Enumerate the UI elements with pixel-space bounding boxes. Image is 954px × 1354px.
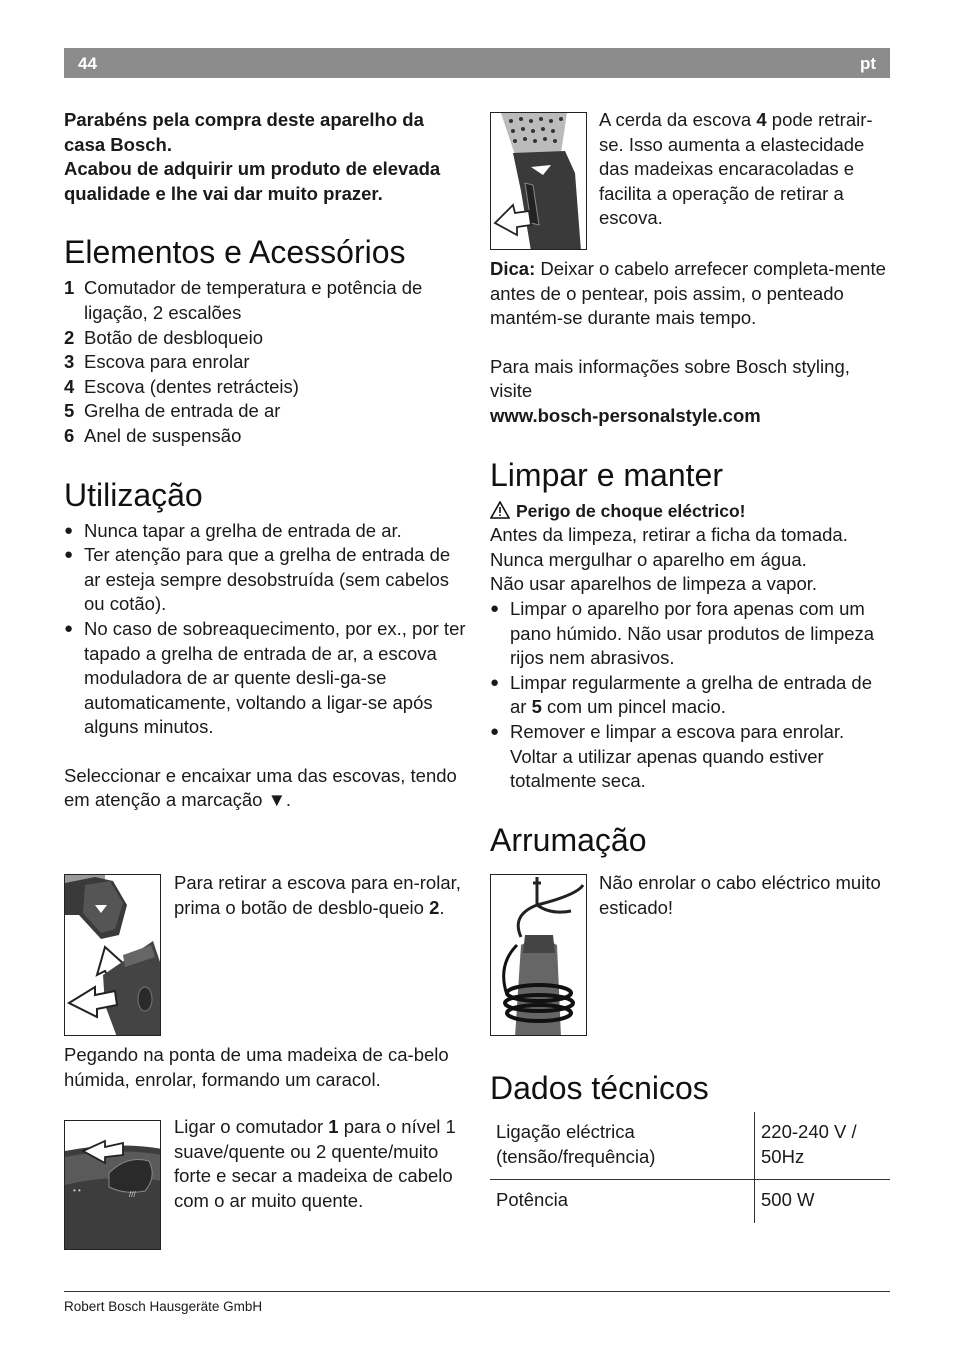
usage-bullets [64, 519, 466, 740]
list-item: 3 Escova para enrolar [64, 351, 250, 373]
svg-text:• •: • • [73, 1186, 81, 1195]
left-column [64, 108, 466, 813]
tech-label: Ligação eléctrica (tensão/frequência) [490, 1112, 755, 1180]
tech-value: 220-240 V / 50Hz [755, 1112, 891, 1180]
storage-title: Arrumação [490, 821, 647, 858]
footer-divider [64, 1291, 890, 1292]
warning-triangle-icon [490, 501, 510, 519]
elements-title: Elementos e Acessórios [64, 234, 406, 271]
list-item: ● Limpar regularmente a grelha de entrada de ar 5 com um pincel macio. [490, 671, 890, 720]
page-number: 44 [78, 54, 97, 73]
list-item: ● No caso de sobreaquecimento, por ex., por ter tapado a grelha de entrada de ar, a escova moduladora de ar quente desli-ga-se automaticamente, voltando a ligar-se após alguns minutos. [64, 617, 466, 740]
list-item: ● Nunca tapar a grelha de entrada de ar. [64, 519, 466, 544]
language-code: pt [859, 54, 876, 73]
select-brush-text: Seleccionar e encaixar uma das escovas, tendo em atenção a marcação ▼. [64, 764, 457, 811]
list-item: 1 Comutador de temperatura e potência de ligação, 2 escalões [64, 277, 423, 323]
tech-value: 500 W [761, 1189, 815, 1211]
table-row [490, 1180, 890, 1223]
cleaning-line: Nunca mergulhar o aparelho em água. [490, 548, 807, 570]
cleaning-line: Não usar aparelhos de limpeza a vapor. [490, 573, 818, 595]
list-item: ● Remover e limpar a escova para enrolar. Voltar a utilizar apenas quando estiver totalmente seca. [490, 720, 890, 794]
more-info-text: Para mais informações sobre Bosch styling, visite [490, 355, 850, 402]
svg-text:///: /// [129, 1190, 136, 1199]
bosch-url-link[interactable]: www.bosch-personalstyle.com [490, 404, 761, 426]
list-item: 4 Escova (dentes retrácteis) [64, 375, 299, 397]
usage-title: Utilização [64, 476, 203, 513]
remove-brush-illustration [64, 874, 161, 1036]
cleaning-title: Limpar e manter [490, 456, 723, 493]
right-column [490, 257, 890, 860]
switch-illustration [64, 1120, 161, 1250]
bristle-brush-illustration [490, 112, 587, 250]
intro-line-1: Parabéns pela compra deste aparelho da casa Bosch. [64, 109, 424, 155]
list-item: ● Ter atenção para que a grelha de entrada de ar esteja sempre desobstruída (sem cabelos ou cotão). [64, 543, 466, 617]
tech-label: Potência [490, 1180, 755, 1223]
curl-text: Pegando na ponta de uma madeixa de ca-belo húmida, enrolar, formando um caracol. [64, 1044, 449, 1090]
tech-data-table [490, 1112, 890, 1223]
elements-list [64, 276, 466, 448]
bristle-text: A cerda da escova 4 pode retrair-se. Isso aumenta a elastecidade das madeixas encaracoladas e facilita a operação de retirar a escova. [599, 109, 873, 229]
list-item: 2 Botão de desbloqueio [64, 326, 263, 348]
tech-title: Dados técnicos [490, 1070, 709, 1106]
list-item: 6 Anel de suspensão [64, 424, 242, 446]
footer-company: Robert Bosch Hausgeräte GmbH [64, 1299, 263, 1314]
intro-line-2: Acabou de adquirir um produto de elevada qualidade e lhe vai dar muito prazer. [64, 158, 441, 204]
remove-brush-text: Para retirar a escova para en-rolar, prima o botão de desblo-queio 2. [174, 872, 461, 918]
cleaning-line: Antes da limpeza, retirar a ficha da tomada. [490, 524, 848, 546]
storage-text: Não enrolar o cabo eléctrico muito esticado! [599, 872, 881, 918]
cleaning-bullets [490, 597, 890, 794]
cable-storage-illustration [490, 874, 587, 1036]
list-item: 5 Grelha de entrada de ar [64, 400, 281, 422]
switch-text: Ligar o comutador 1 para o nível 1 suave/quente ou 2 quente/muito forte e secar a madeixa de cabelo com o ar muito quente. [174, 1116, 456, 1211]
tip-paragraph: Dica: Deixar o cabelo arrefecer completa-mente antes de o pentear, pois assim, o penteado mantém-se durante mais tempo. [490, 258, 886, 329]
list-item: ● Limpar o aparelho por fora apenas com um pano húmido. Não usar produtos de limpeza rijos nem abrasivos. [490, 597, 890, 671]
page-header-bar [64, 48, 890, 78]
table-row [490, 1112, 890, 1180]
warning-line: Perigo de choque eléctrico! [490, 499, 890, 524]
